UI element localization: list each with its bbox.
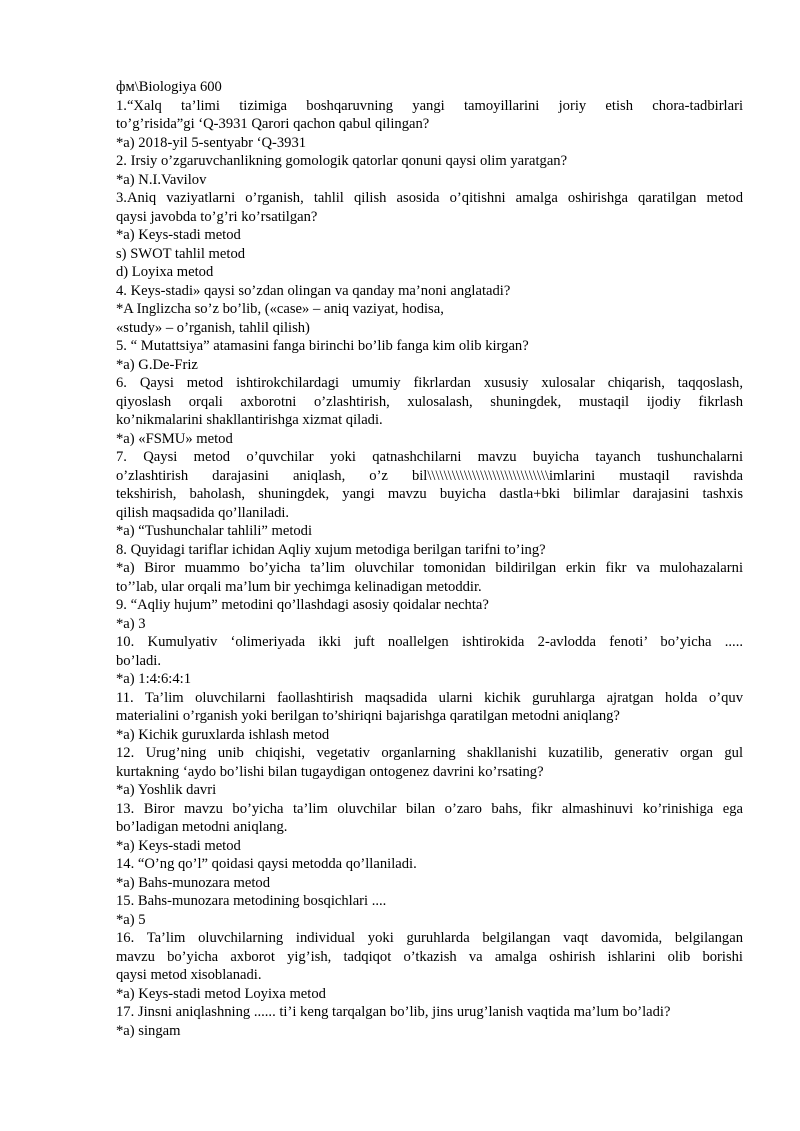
document-page	[116, 78, 743, 1040]
text-line: 7. Qaysi metod o’quvchilar yoki qatnashchilarni mavzu buyicha tayanch tushunchalarni	[116, 449, 743, 465]
text-line: *a) Kichik guruxlarda ishlash metod	[116, 726, 330, 743]
text-line: *a) N.I.Vavilov	[116, 171, 207, 188]
text-line: 14. “O’ng qo’l” qoidasi qaysi metodda qo’llaniladi.	[116, 856, 417, 872]
text-line: ko’nikmalarini shakllantirishga xizmat qiladi.	[116, 412, 383, 428]
text-line: «study» – o’rganish, tahlil qilish)	[116, 319, 310, 336]
text-line: to’’lab, ular orqali ma’lum bir yechimga kelinadigan metoddir.	[116, 578, 482, 595]
text-line: *a) «FSMU» metod	[116, 430, 233, 447]
text-line: d) Loyixa metod	[116, 264, 214, 280]
text-line: *A Inglizcha so’z bo’lib, («case» – aniq vaziyat, hodisa,	[116, 301, 444, 317]
text-line: *a) 1:4:6:4:1	[116, 671, 191, 687]
text-line: to’g’risida”gi ‘Q-3931 Qarori qachon qabul qilingan?	[116, 116, 430, 132]
text-line: 9. “Aqliy hujum” metodini qo’llashdagi asosiy qoidalar nechta?	[116, 597, 489, 613]
text-line: *a) singam	[116, 1022, 181, 1039]
text-line: *a) G.De-Friz	[116, 356, 198, 373]
text-line: bo’ladigan metodni aniqlang.	[116, 819, 288, 835]
text-line: 16. Ta’lim oluvchilarning individual yoki guruhlarda belgilangan vaqt davomida, belgilangan	[116, 930, 743, 946]
text-line: *a) Bahs-munozara metod	[116, 874, 270, 891]
text-line: s) SWOT tahlil metod	[116, 245, 246, 262]
text-line: 1.“Xalq ta’limi tizimiga boshqaruvning yangi tamoyillarini joriy etish chora-tadbirlari	[116, 97, 743, 114]
text-line: 12. Urug’ning unib chiqishi, vegetativ organlarning shakllanishi kuzatilib, generativ organ gul	[116, 745, 743, 761]
text-line: *a) Keys-stadi metod	[116, 837, 241, 854]
text-line: 13. Biror mavzu bo’yicha ta’lim oluvchilar bilan o’zaro bahs, fikr almashinuvi ko’rinishiga ega	[116, 800, 743, 817]
text-line: mavzu bo’yicha axborot yig’ish, tadqiqot o’tkazish va amalga oshirish ishlarini olib borishi	[116, 948, 743, 965]
text-line: 4. Keys-stadi» qaysi so’zdan olingan va qanday ma’noni anglatadi?	[116, 282, 511, 299]
text-line: 8. Quyidagi tariflar ichidan Aqliy xujum metodiga berilgan tarifni to’ing?	[116, 541, 546, 558]
text-line: *a) 5	[116, 911, 146, 928]
text-line: materialini o’rganish yoki berilgan to’shiriqni bajarishga qaratilgan metodni aniqlang?	[116, 708, 620, 724]
text-line: tekshirish, baholash, shuningdek, yangi mavzu buyicha dastla+bki bilimlar darajasini tashxis	[116, 486, 743, 502]
text-line: *a) “Tushunchalar tahlili” metodi	[116, 523, 313, 539]
text-line: *a) Keys-stadi metod Loyixa metod	[116, 985, 326, 1002]
document-header: фм\Biologiya 600	[116, 79, 222, 95]
text-line: 10. Kumulyativ ‘olimeriyada ikki juft noallelgen ishtirokida 2-avlodda fenoti’ bo’yicha .....	[116, 634, 743, 650]
text-line: 11. Ta’lim oluvchilarni faollashtirish maqsadida ularni kichik guruhlarga ajratgan holda o’quv	[116, 689, 743, 706]
text-line: bo’ladi.	[116, 652, 161, 669]
text-line: *a) Keys-stadi metod	[116, 227, 241, 243]
text-line: kurtakning ‘aydo bo’lishi bilan tugaydigan ontogenez davrini ko’rsating?	[116, 763, 544, 780]
text-line: o’zlashtirish darajasini aniqlash, o’z bil\\\\\\\\\\\\\\\\\\\\\\\\\\\\\\imlarini mustaqil ravishda	[116, 467, 743, 484]
text-line: qaysi javobda to’g’ri ko’rsatilgan?	[116, 208, 318, 225]
document-body	[116, 97, 743, 1041]
text-line: qilish maqsadida qo’llaniladi.	[116, 504, 290, 521]
text-line: 6. Qaysi metod ishtirokchilardagi umumiy fikrlardan xususiy xulosalar chiqarish, taqqoslash,	[116, 375, 743, 391]
text-line: *a) 2018-yil 5-sentyabr ‘Q-3931	[116, 134, 307, 151]
text-line: *a) Biror muammo bo’yicha ta’lim oluvchilar tomonidan bildirilgan erkin fikr va mulohazalarni	[116, 560, 743, 576]
text-line: 3.Aniq vaziyatlarni o’rganish, tahlil qilish asosida o’qitishni amalga oshirishga qaratilgan metod	[116, 190, 743, 206]
text-line: 15. Bahs-munozara metodining bosqichlari ....	[116, 893, 387, 909]
text-line: 5. “ Mutattsiya” atamasini fanga birinchi bo’lib fanga kim olib kirgan?	[116, 338, 529, 354]
text-line: 17. Jinsni aniqlashning ...... ti’i keng tarqalgan bo’lib, jins urug’lanish vaqtida ma’lum bo’ladi?	[116, 1004, 671, 1020]
text-line: qaysi metod xisoblanadi.	[116, 967, 262, 983]
text-line: qiyoslash orqali axborotni o’zlashtirish, xulosalash, shuningdek, mustaqil ijodiy fikrlash	[116, 393, 743, 410]
text-line: 2. Irsiy o’zgaruvchanlikning gomologik qatorlar qonuni qaysi olim yaratgan?	[116, 153, 568, 169]
text-line: *a) 3	[116, 615, 146, 632]
text-line: *a) Yoshlik davri	[116, 782, 217, 798]
